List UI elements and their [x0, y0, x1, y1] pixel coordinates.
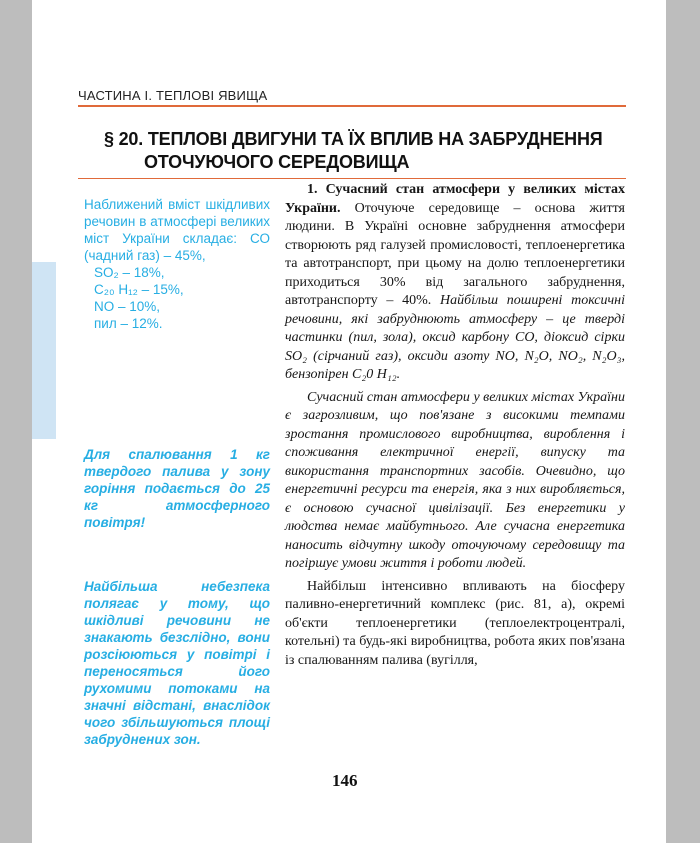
- header-divider: [78, 105, 626, 107]
- title-divider: [78, 178, 626, 179]
- main-text-column: [285, 181, 625, 670]
- subsection-heading: 1. Сучасний стан атмосфери у великих містах України.: [285, 182, 625, 216]
- running-head: ЧАСТИНА І. ТЕПЛОВІ ЯВИЩА: [78, 88, 268, 103]
- section-title-line1: ТЕПЛОВІ ДВИГУНИ ТА ЇХ ВПЛИВ НА ЗАБРУДНЕННЯ: [147, 129, 603, 149]
- paragraph-3: Найбільш інтенсивно впливають на біосферу паливно-енергетичний комплекс (рис. 81, а), окремі об'єкти теплоенергетики (теплоелектроцентралі, котельні) та будь-які виробництва, робота яких пов'язана із спалюванням палива (вугілля,: [285, 578, 625, 668]
- sidebar-note-composition: [84, 196, 270, 332]
- section-title: [104, 128, 644, 174]
- sidebar-note-air: Для спалювання 1 кг твердого палива у зону горіння подається до 25 кг атмосферного повітря!: [84, 447, 270, 530]
- pollutant-item: SO₂ – 18%,: [94, 265, 165, 280]
- margin-accent-bar: [32, 262, 56, 439]
- pollutant-item: NO – 10%,: [94, 299, 161, 314]
- paragraph-2-italic: Сучасний стан атмосфери у великих містах України є загрозливим, що пов'язане з високими темпами зростання промислового виробництва, вироблення і споживання електричної енергії, випуску та використання транспортних засобів. Очевидно, що енергетичні ресурси та енергія, яка з них виробляється, є основою сучасної цивілізації. Без енергетики у людства немає майбутнього. Але сучасна енергетика наносить відчутну шкоду оточуючому середовищу та погіршує умови життя і роботи людей.: [285, 389, 625, 571]
- pollutant-item: C₂₀ H₁₂ – 15%,: [94, 282, 184, 297]
- book-page: [32, 0, 666, 843]
- pollutant-item: пил – 12%.: [94, 316, 163, 331]
- paragraph-2: [285, 389, 625, 574]
- page-number: 146: [332, 771, 358, 790]
- paragraph-1-text: Оточуюче середовище – основа життя людини. В Україні основне забруднення атмосфери створюють ряд галузей промисловості, теплоенергетика та автотранспорт, при цьому на долю теплоенергетики приходиться 30% від загального забруднення, автотранспорту – 40%.: [285, 200, 625, 308]
- pollutant-item: СО (чадний газ) – 45%,: [84, 231, 270, 263]
- section-title-line2: ОТОЧУЮЧОГО СЕРЕДОВИЩА: [144, 152, 410, 172]
- sidebar-note-danger: Найбільша небезпека полягає у тому, що шкідливі речовини не знакають безслідно, вони розсіюються у повітрі і переносяться його рухомими потоками на значні відстані, внаслідок чого збільшуються площі забруднених зон.: [84, 579, 270, 747]
- sidebar-note-intro: Наближений вміст шкідливих речовин в атмосфері великих міст України складає:: [84, 197, 270, 246]
- section-number: § 20.: [104, 129, 144, 149]
- paragraph-1: [285, 181, 625, 385]
- paragraph-1-italic: Найбільш поширені токсичні речовини, які забруднюють атмосферу – це тверді частинки (пил, зола), оксид карбону CO, діоксид сірки SO₂ (сірчаний газ), оксиди азоту NO, N₂O, NO₂, N₂O₃, бензопірен C₂0 H₁₂.: [285, 293, 625, 382]
